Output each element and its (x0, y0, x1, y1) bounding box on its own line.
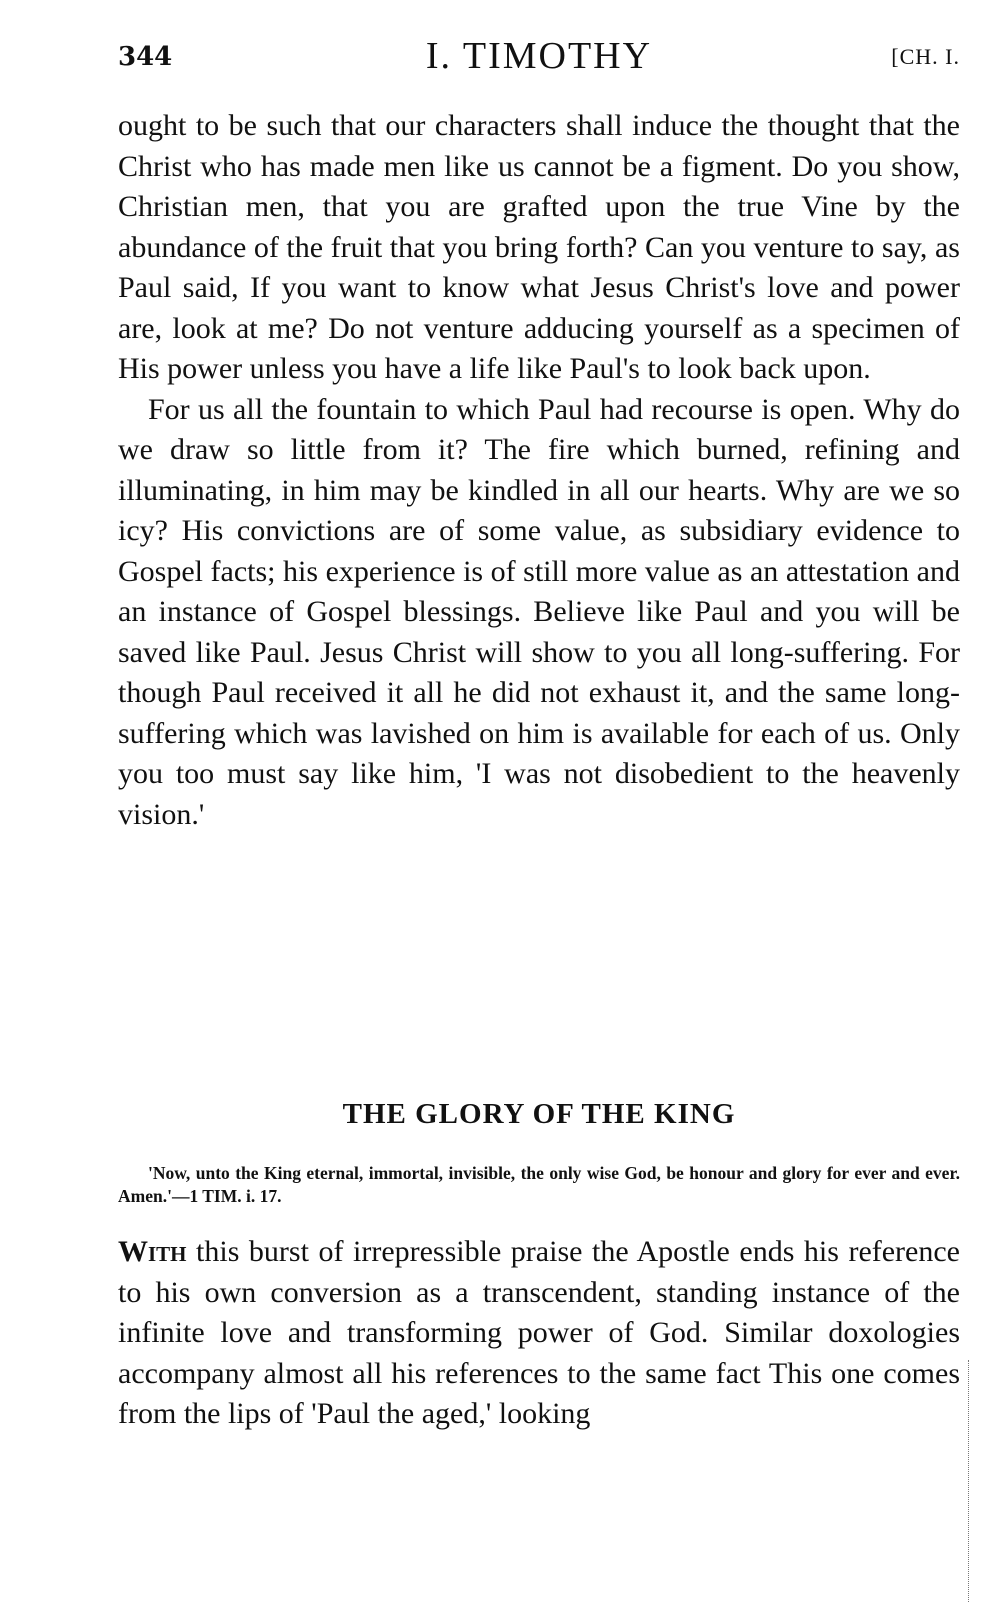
section-title: THE GLORY OF THE KING (342, 1098, 736, 1130)
chapter-reference: [CH. I. (891, 44, 960, 69)
book-title: I. TIMOTHY (425, 35, 653, 77)
opening-text: this burst of irrepressible praise the Apostle ends his reference to his own conversion as a transcendent, standing instance of the infinite love and transforming power of God. Similar doxologies accompany almost all his references to the same fact This one comes from the lips of 'Paul the aged,' looking (118, 1235, 960, 1430)
page-number: 344 (118, 42, 173, 72)
epigraph: 'Now, unto the King eternal, immortal, invisible, the only wise God, be honour and glory for ever and ever. Amen.'—1 TIM. i. 17. (118, 1163, 960, 1206)
opening-word: With (118, 1235, 187, 1268)
running-header (118, 34, 960, 84)
paragraph: For us all the fountain to which Paul had recourse is open. Why do we draw so little from it? The fire which burned, refining and illuminating, in him may be kindled in all our hearts. Why are we so icy? His convictions are of some value, as subsidiary evidence to Gospel facts; his experience is of still more value as an attestation and an instance of Gospel blessings. Believe like Paul and you will be saved like Paul. Jesus Christ will show to you all long-suffering. For though Paul received it all he did not exhaust it, and the same long-suffering which was lavished on him is available for each of us. Only you too must say like him, 'I was not disobedient to the heavenly vision.' (118, 392, 960, 831)
opening-paragraph (118, 1232, 960, 1435)
continued-paragraph: ought to be such that our characters shall induce the thought that the Christ who has made men like us cannot be a figment. Do you show, Christian men, that you are grafted upon the true Vine by the abundance of the fruit that you bring forth? Can you venture to say, as Paul said, If you want to know what Jesus Christ's love and power are, look at me? Do not venture adducing yourself as a specimen of His power unless you have a life like Paul's to look back upon. (118, 109, 960, 385)
margin-rule (968, 1360, 969, 1602)
main-text (118, 106, 960, 835)
section-body (118, 1232, 960, 1435)
